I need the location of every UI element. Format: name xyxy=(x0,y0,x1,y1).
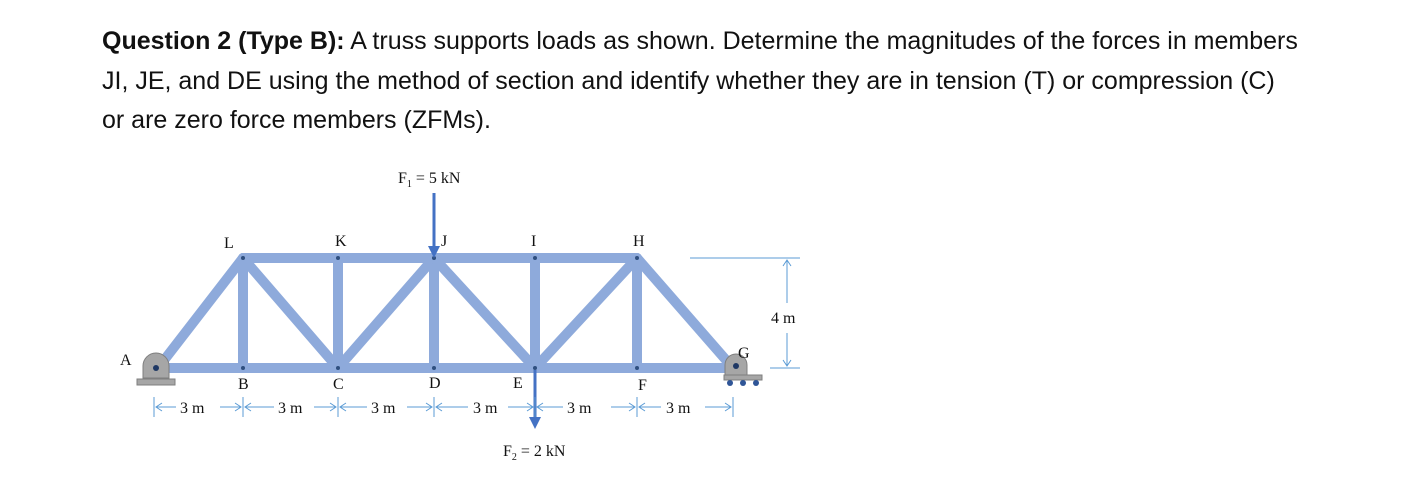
span-label-3: 3 m xyxy=(371,400,396,417)
node-label-b: B xyxy=(238,376,249,393)
node-label-g: G xyxy=(738,345,750,362)
load-arrow-f1 xyxy=(428,193,440,258)
node-label-a: A xyxy=(120,352,132,369)
span-label-1: 3 m xyxy=(180,400,205,417)
span-label-2: 3 m xyxy=(278,400,303,417)
node-label-k: K xyxy=(335,233,347,250)
node-label-d: D xyxy=(429,375,441,392)
node-label-j: J xyxy=(441,233,448,250)
span-label-5: 3 m xyxy=(567,400,592,417)
member-AL xyxy=(158,258,243,368)
height-label: 4 m xyxy=(771,310,796,327)
node-label-h: H xyxy=(633,233,645,250)
node-label-c: C xyxy=(333,376,344,393)
node-label-e: E xyxy=(513,375,523,392)
node-label-i: I xyxy=(531,233,537,250)
span-labels xyxy=(180,400,691,417)
joint-H xyxy=(635,256,639,260)
joint-F xyxy=(635,366,639,370)
span-dimensions xyxy=(154,397,733,417)
node-label-l: L xyxy=(224,235,234,252)
load-label-f1: $F_1 = 5$ kN xyxy=(398,170,461,190)
member-CJ xyxy=(338,258,434,368)
joint-K xyxy=(336,256,340,260)
joint-B xyxy=(241,366,245,370)
joint-C xyxy=(336,366,340,370)
joint-I xyxy=(533,256,537,260)
joint-L xyxy=(241,256,245,260)
question-label: Question 2 (Type B): xyxy=(102,27,345,55)
load-label-f2: $F_2 = 2$ kN xyxy=(503,443,566,463)
member-JE xyxy=(434,258,535,368)
member-HG xyxy=(637,258,733,368)
member-EH xyxy=(535,258,637,368)
joint-E xyxy=(533,366,537,370)
span-label-6: 3 m xyxy=(666,400,691,417)
node-label-f: F xyxy=(638,377,647,394)
joint-D xyxy=(432,366,436,370)
question-body: A truss supports loads as shown. Determine the magnitudes of the forces in members JI, JE, and DE using the method of section and identify whether they are in tension (T) or compression (C) or are zero force members (ZFMs). xyxy=(102,27,1298,134)
span-label-4: 3 m xyxy=(473,400,498,417)
truss-members xyxy=(158,258,733,368)
member-LC xyxy=(243,258,338,368)
